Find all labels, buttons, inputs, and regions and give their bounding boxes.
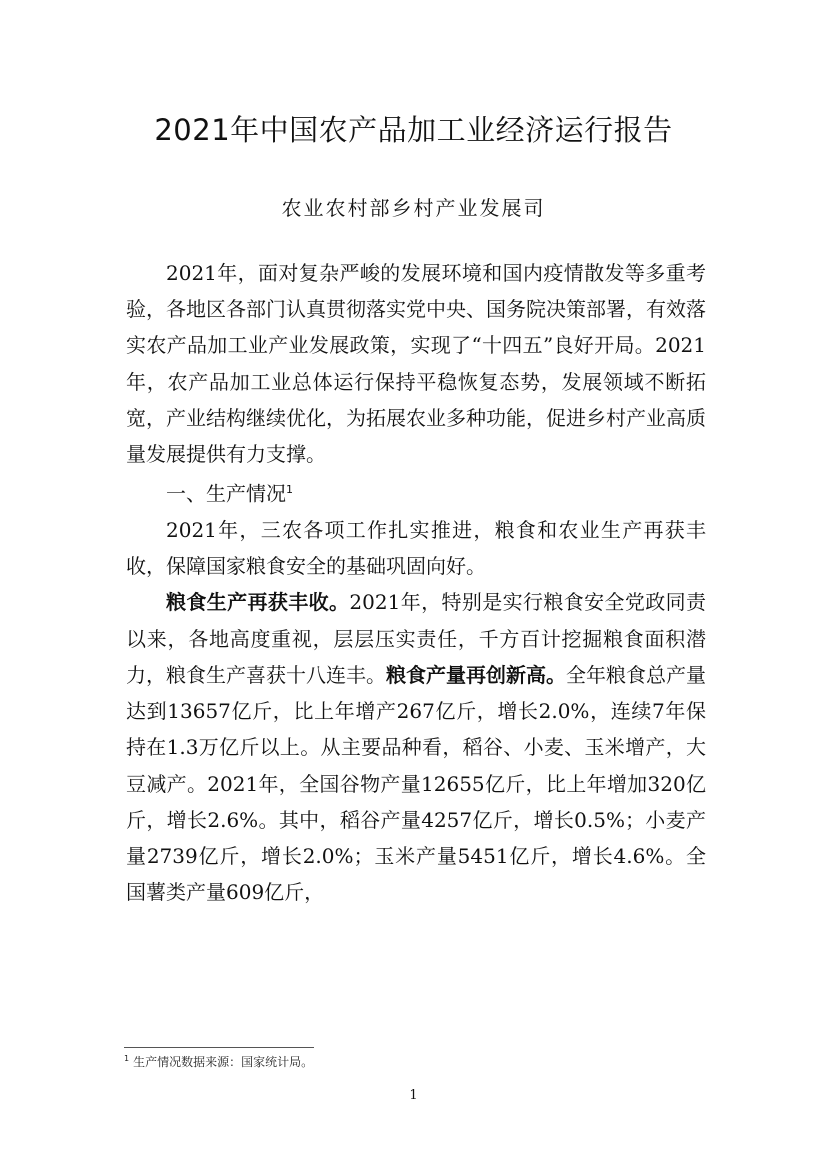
document-title: 2021年中国农产品加工业经济运行报告 xyxy=(154,113,673,147)
section-heading xyxy=(126,472,706,512)
document-body xyxy=(126,255,706,910)
footnote-number: 1 xyxy=(124,1054,130,1063)
section-heading-text: 一、生产情况 xyxy=(166,481,286,506)
paragraph-text-1: 2021年，特别是实行粮食安全党政同责以来，各地高度重视，层层压实责任，千方百计挖掘粮食面积潜力，粮食生产喜获十八连丰。 xyxy=(126,590,707,687)
footnote-text: 生产情况数据来源：国家统计局。 xyxy=(133,1055,314,1069)
intro-paragraph: 2021年，面对复杂严峻的发展环境和国内疫情散发等多重考验，各地区各部门认真贯彻落实党中央、国务院决策部署，有效落实农产品加工业产业发展政策，实现了“十四五”良好开局。2021年，农产品加工业总体运行保持平稳恢复态势，发展领域不断拓宽，产业结构继续优化，为拓展农业多种功能，促进乡村产业高质量发展提供有力支撑。 xyxy=(126,261,706,467)
section-paragraph-1: 2021年，三农各项工作扎实推进，粮食和农业生产再获丰收，保障国家粮食安全的基础巩固向好。 xyxy=(126,518,706,579)
section-paragraph-2 xyxy=(126,584,706,910)
page-number: 1 xyxy=(409,1088,418,1103)
bold-lead-text: 粮食生产再获丰收。 xyxy=(166,590,350,615)
footnote-marker: 1 xyxy=(286,483,293,497)
footnote-divider xyxy=(124,1047,314,1048)
document-author: 农业农村部乡村产业发展司 xyxy=(281,196,546,220)
footnote xyxy=(124,1053,313,1070)
bold-mid-text: 粮食产量再创新高。 xyxy=(386,662,566,687)
paragraph-text-2: 全年粮食总产量达到13657亿斤，比上年增产267亿斤，增长2.0%，连续7年保持在1.3万亿斤以上。从主要品种看，稻谷、小麦、玉米增产，大豆减产。2021年，全国谷物产量12655亿斤，比上年增加320亿斤，增长2.6%。其中，稻谷产量4257亿斤，增长0.5%；小麦产量2739亿斤，增长2.0%；玉米产量5451亿斤，增长4.6%。全国薯类产量609亿斤， xyxy=(126,662,706,905)
